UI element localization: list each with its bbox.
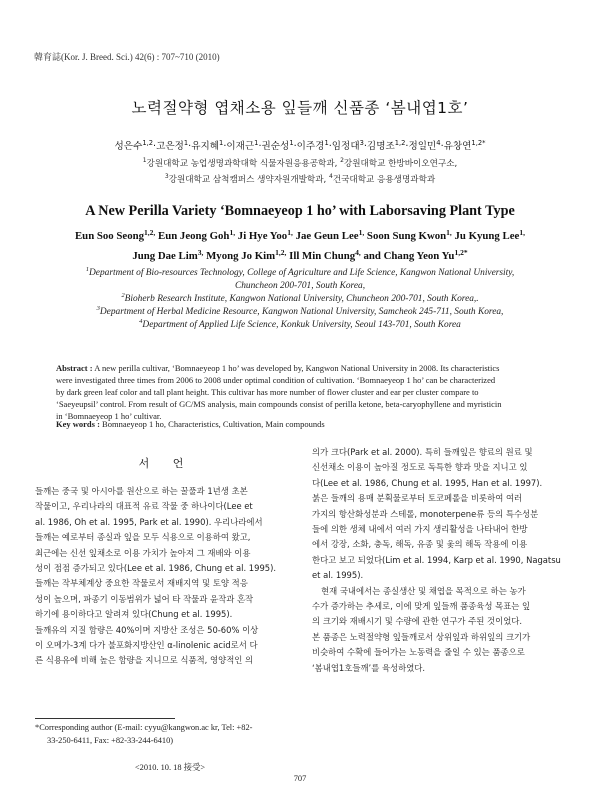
footnote-line: *Corresponding author (E-mail: cyyu@kangwon.ac kr, Tel: +82- <box>35 723 253 732</box>
body-text-line: 수가 증가하는 추세로, 이에 맞게 잎들깨 품종육성 목표는 잎 <box>312 601 531 612</box>
body-text-line: 다(Lee et al. 1986, Chung et al. 1995, Han et al. 1997). <box>312 477 543 488</box>
body-text-line: 이 오메가-3계 다가 불포화지방산인 α-linolenic acid로서 다 <box>35 640 258 651</box>
footnote-line: 33-250-6411, Fax: +82-33-244-6410) <box>47 735 174 745</box>
keywords-label: Key words : <box>56 419 100 429</box>
english-authors-line: Eun Soo Seong$^{1,2,}$ Eun Jeong Goh$^{1,}$ Ji Hye Yoo$^{1,}$ Jae Geun Lee$^{1,}$ Soon Sung Kwon$^{1,}$ Ju Kyung Lee$^{1,}$ <box>74 228 525 242</box>
body-text-line: 성이 높으며, 파종기 이동범위가 넓어 타 작물과 윤작과 혼작 <box>35 593 254 604</box>
body-text-line: 최근에는 신선 잎채소로 이용 가치가 높아져 그 재배와 이용 <box>35 547 251 558</box>
footnote-corresponding-author <box>35 722 297 747</box>
body-text-line: al. 1986, Oh et al. 1995, Park et al. 1990). 우리나라에서 <box>35 516 263 527</box>
body-text-line: 가지의 항산화성분과 스테롤, monoterpene류 등의 특수성분 <box>312 508 539 519</box>
body-text-line: 의가 크다(Park et al. 2000). 특히 들깨잎은 향료의 원료 및 <box>312 447 533 457</box>
body-text-line: 들깨유의 지질 함량은 40%이며 지방산 조성은 50-60% 이상 <box>35 624 259 635</box>
section-heading-introduction: 서 언 <box>138 457 194 470</box>
body-text-line: 비슷하여 수확에 들어가는 노동력을 줄일 수 있는 품종으로 <box>312 647 525 658</box>
body-text-line: 본 품종은 노력절약형 잎들깨로서 상위잎과 하위잎의 크기가 <box>312 631 531 642</box>
body-text-line: 의 크기와 재배시기 및 수량에 관한 연구가 주된 것이었다. <box>312 616 523 627</box>
body-text-line: 하기에 용이하다고 알려져 있다(Chung et al. 1995). <box>35 609 233 620</box>
body-text-line: et al. 1995). <box>312 570 364 581</box>
abstract-line: by dark green leaf color and tall plant height. This cultivar has more number of flower cluster and ear per cluster compare to <box>56 387 479 397</box>
body-text-line: 한다고 보고 되었다(Lim et al. 1994, Karp et al. 1990, Nagatsu <box>312 554 561 565</box>
korean-affiliation-line: $^3$강원대학교 삼척캠퍼스 생약자원개발학과, $^4$건국대학교 응용생명과학과 <box>164 173 436 185</box>
abstract-line: in ‘Bomnaeyeop 1 ho’ cultivar. <box>56 411 162 421</box>
abstract-line: ‘Saeyeupsil’ control. From result of GC/MS analysis, main compounds consist of perilla ketone, beta-caryophyllene and myristicin <box>56 399 502 409</box>
keywords-text: Bomnaeyeop 1 ho, Characteristics, Cultivation, Main compounds <box>102 419 325 429</box>
page-number: 707 <box>293 774 307 783</box>
english-title: A New Perilla Variety ‘Bomnaeyeop 1 ho’ with Laborsaving Plant Type <box>85 203 515 219</box>
korean-authors: 성은수$^{1,2}$·고은정$^1$·유지혜$^1$·이재근$^1$·권순성$^1$·이주경$^1$·임정대$^3$·김명조$^{1,2}$·정일민$^4$·유창연$^{1,2*}$ <box>114 139 486 152</box>
english-affiliation-line: Chuncheon 200-701, South Korea, <box>234 281 366 291</box>
body-text-line: 붉은 들깨의 용매 분획물로부터 토코페롤을 비롯하여 여러 <box>312 493 523 504</box>
english-affiliation-line: $^4$Department of Applied Life Science, Konkuk University, Seoul 143-701, South Korea <box>139 318 461 330</box>
abstract-label: Abstract : <box>56 363 93 373</box>
body-text-line: ‘봄내엽1호들깨’를 육성하였다. <box>312 662 426 673</box>
body-column-left <box>35 484 297 669</box>
body-text-line: 들에 의한 생체 내에서 여러 가지 생리활성을 나타내어 한방 <box>312 524 528 535</box>
body-text-line: 신선채소 이용이 높아질 정도로 독특한 향과 맛을 지니고 있 <box>312 462 528 473</box>
keywords <box>56 419 325 429</box>
body-text-line: 들깨는 예로부터 종실과 잎을 모두 식용으로 이용하여 왔고, <box>35 532 251 543</box>
body-column-right <box>312 445 574 676</box>
body-text-line: 작물이고, 우리나라의 대표적 유료 작물 중 하나이다(Lee et <box>35 501 253 512</box>
body-text-line: 들깨는 작부체계상 중요한 작물로서 재배지역 및 토양 적응 <box>35 578 248 589</box>
footnote-divider <box>35 718 175 719</box>
english-authors-line: Jung Dae Lim$^{3,}$ Myong Jo Kim$^{1,2,}$ Ill Min Chung$^{4,}$ and Chang Yeon $Yu^{1,2*}$ <box>132 248 468 262</box>
journal-reference: 韓育誌(Kor. J. Breed. Sci.) 42(6) : 707~710 (2010) <box>34 52 220 62</box>
body-text-line: 현재 국내에서는 종실생산 및 채엽을 목적으로 하는 농가 <box>321 585 526 596</box>
english-affiliation-line: $^1$Department of Bio-resources Technology, College of Agriculture and Life Science, Kangwon National University, <box>85 266 515 278</box>
body-text-line: 에서 강장, 소화, 충독, 해독, 유종 및 옻의 해독 작용에 이용 <box>312 539 528 550</box>
body-text-line: 성이 점점 증가되고 있다(Lee et al. 1986, Chung et al. 1995). <box>35 563 277 574</box>
received-date: <2010. 10. 18 接受> <box>134 763 206 772</box>
english-affiliation-line: $^3$Department of Herbal Medicine Resource, Kangwon National University, Samcheok 245-711, South Korea, <box>96 305 504 317</box>
body-text-line: 들깨는 중국 및 아시아를 원산으로 하는 꿀풀과 1년생 초본 <box>35 486 248 496</box>
abstract-line: were investigated three times from 2006 to 2008 under optimal condition of cultivation. ‘Bomnaeyeop 1 ho’ can be characterized <box>56 375 496 385</box>
korean-affiliation-line: $^1$강원대학교 농업생명과학대학 식물자원응용공학과, $^2$강원대학교 한방바이오연구소, <box>142 157 458 169</box>
english-affiliation-line: $^2$Bioherb Research Institute, Kangwon National University, Chuncheon 200-701, South Korea,. <box>121 292 479 304</box>
abstract <box>56 362 544 422</box>
korean-title: 노력절약형 엽채소용 잎들깨 신품종 ‘봄내엽1호’ <box>131 99 469 117</box>
body-text-line: 른 식용유에 비해 높은 함량을 지니므로 식품적, 영양적인 의 <box>35 655 254 666</box>
abstract-line: A new perilla cultivar, ‘Bomnaeyeop 1 ho’ was developed by, Kangwon National University in 2008. Its characteristics <box>94 363 500 373</box>
